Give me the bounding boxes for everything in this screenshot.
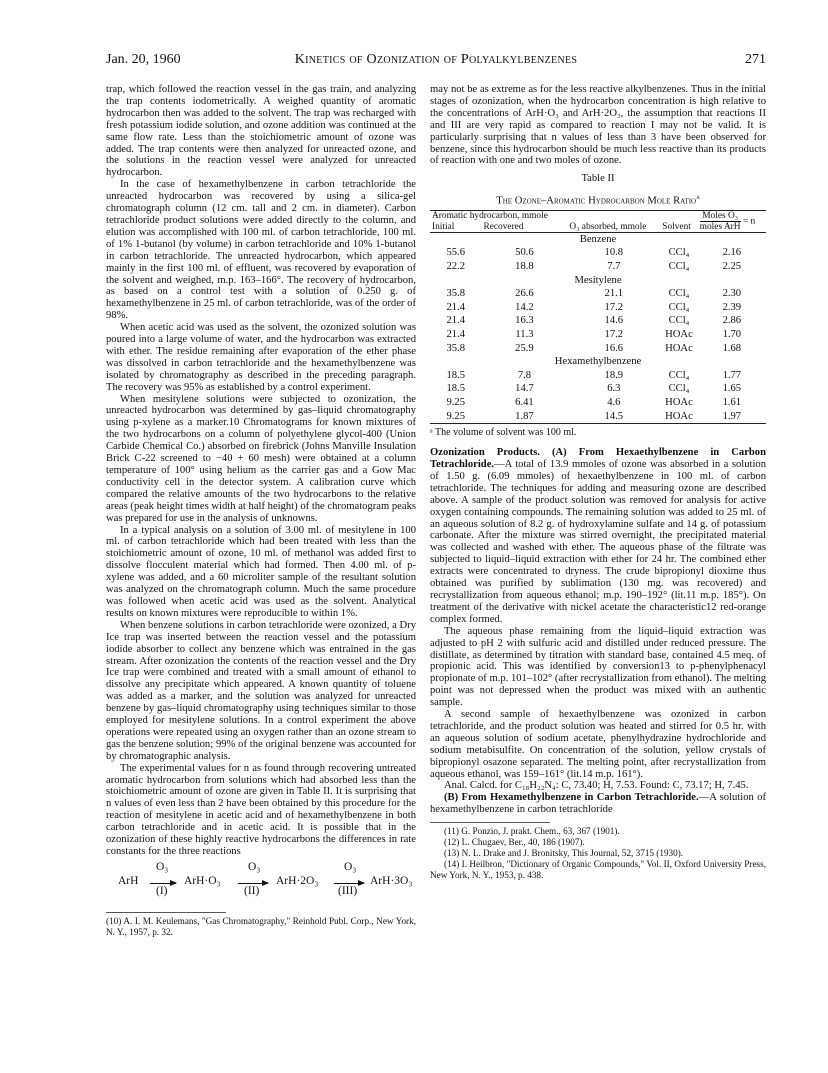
arrow-icon: [334, 883, 364, 884]
table-cell: 21.4: [446, 315, 465, 327]
arrow-icon: [238, 883, 268, 884]
reference-item: (13) N. L. Drake and J. Bronitsky, This Journal, 52, 3715 (1930).: [444, 848, 684, 859]
table-cell: 2.16: [722, 247, 742, 259]
table-row: [430, 369, 766, 383]
table-cell: 9.25: [446, 397, 465, 408]
table-cell: 2.25: [722, 261, 742, 273]
ozone-label: O₃: [344, 860, 357, 873]
table-cell: 16.6: [604, 342, 624, 354]
paragraph: When acetic acid was used as the solvent, the ozonized solution was poured into a large volume of water, and the hydrocarbon was extracted with ether. The residue remaining after evaporation of the ether phase was dissolved in carbon tetrachloride and the hexamethylbenzene was isolated by chromatography as described in the preceding paragraph. The recovery was 95% as established by a control experiment.: [106, 322, 416, 393]
analysis-line: Anal. Calcd. for C₁₈H₂₂N₄: C, 73.40; H, 7.53. Found: C, 73.17; H, 7.45.: [444, 780, 749, 792]
product-2: ArH·2O₃: [276, 874, 319, 887]
table-cell: CCl₄: [668, 247, 690, 259]
paragraph: The aqueous phase remaining from the liquid–liquid extraction was adjusted to pH 2 with sulfuric acid and distilled under reduced pressure. The distillate, as determined by titration with standard base, contained 4.5 meq. of propionic acid. This was identified by conversion13 to p-phenylphenacyl propionate of m.p. 101–102° (after recrystallization from ethanol). The melting point was not depressed when the product was mixed with an authentic sample.: [430, 625, 766, 709]
table-row: [430, 314, 766, 328]
product-3: ArH·3O₃: [370, 874, 413, 887]
table-row: [430, 410, 766, 424]
reference-item: (11) G. Ponzio, J. prakt. Chem., 63, 367 (1901).: [444, 826, 620, 837]
table-label: Table II: [581, 173, 615, 185]
col-recovered: Recovered: [483, 221, 524, 232]
table-cell: 16.3: [515, 315, 534, 327]
table-cell: CCl₄: [668, 288, 690, 300]
table-cell: 1.70: [722, 329, 742, 341]
table-cell: 21.1: [604, 288, 624, 300]
table-cell: 10.8: [604, 247, 624, 259]
table-cell: 1.97: [722, 410, 742, 422]
col-o3-absorbed: O₃ absorbed, mmole: [569, 221, 647, 232]
right-column: [430, 84, 766, 881]
paragraph: In a typical analysis on a solution of 3.00 ml. of mesitylene in 100 ml. of carbon tetrachloride which had been treated with less than the stoichiometric amount of ozone, 10 ml. of methanol was added first to dissolve flocculent material which had formed. Then 4.00 ml. of p-xylene was added, and a 60 microliter sample of the resultant solution was analyzed on the chromatograph column. Much the same procedure was followed when acetic acid was used as the solvent. Analytical results on known mixtures were reproducible to within 1%.: [106, 524, 416, 619]
reaction-label-ii: (II): [244, 884, 260, 897]
table-cell: 1.61: [722, 397, 742, 408]
reference-item: (12) L. Chugaev, Ber., 40, 186 (1907).: [444, 837, 585, 848]
table-cell: CCl₄: [668, 261, 690, 273]
table-row: [430, 396, 766, 410]
table-cell: 7.8: [517, 369, 532, 381]
footnote-rule: [106, 912, 226, 913]
table-cell: 1.77: [722, 369, 742, 381]
ozone-label: O₃: [248, 860, 261, 873]
paragraph: may not be as extreme as for the less reactive alkylbenzenes. Thus in the initial stages of ozonization, when the hydrocarbon concentration is high relative to the concentrations of ArH·O₃ and ArH·2O₃, the assumption that reactions II and III are very rapid as compared to reaction I may not be valid. It is particularly surprising that n values of less than 3 have been observed for benzene, since this hydrocarbon should be much less reactive than its products of reaction with one and two moles of ozone.: [430, 84, 766, 167]
table-cell: 25.9: [515, 342, 534, 354]
footnote-rule: [430, 822, 550, 823]
arrow-icon: [150, 883, 176, 884]
paragraph: When mesitylene solutions were subjected to ozonization, the unreacted hydrocarbon was determined by gas–liquid chromatography using p-xylene as a marker.10 Chromatograms for known mixtures of the two hydrocarbons on a column of polyethylene glycol-400 (Union Carbide Chemical Co.) absorbed on firebrick (Johns Manville Insulation Brick C-22 screened to −40 + 60 mesh) were obtained at a column temperature of 100° using helium as the carrier gas and a Gow Mac conductivity cell in the detector system. A calibration curve which compared the relative amounts of the two hydrocarbons to the relative areas (peak height times width at half height) of the chromatogram peaks was prepared for use in the analysis of unknowns.: [106, 393, 416, 524]
footnote-10: (10) A. I. M. Keulemans, "Gas Chromatography," Reinhold Publ. Corp., New York, N. Y., 1957, p. 32.: [106, 915, 416, 937]
paragraph: A second sample of hexaethylbenzene was ozonized in carbon tetrachloride, and the product solution was heated and stirred for 0.5 hr. with an aqueous solution of sodium acetate, phenylhydrazine hydrochloride and sodium metabisulfite. On concentration of the solution, yellow crystals of bipropionyl osazone separated. The melting point, after recrystallization from aqueous ethanol, was 159–161° (lit.14 m.p. 161°).: [430, 709, 766, 780]
col-ratio: Moles O₃ moles ArH = n: [699, 210, 756, 232]
table-cell: HOAc: [665, 410, 693, 422]
table-group-row: Mesitylene: [574, 274, 622, 286]
table-cell: 18.5: [446, 369, 465, 381]
table-cell: CCl₄: [668, 369, 690, 381]
table-cell: 18.8: [515, 261, 534, 273]
table-cell: 21.4: [446, 301, 465, 313]
table-cell: 2.30: [722, 288, 742, 300]
header-date: Jan. 20, 1960: [106, 52, 181, 67]
table-body: [430, 233, 766, 424]
table-cell: 17.2: [604, 301, 624, 313]
table-cell: HOAc: [665, 397, 693, 408]
table-row: [430, 342, 766, 356]
table-cell: 1.65: [722, 383, 742, 395]
table-cell: 1.87: [515, 410, 534, 422]
table-cell: 35.8: [446, 288, 465, 300]
table-cell: 22.2: [446, 261, 465, 273]
table-cell: CCl₄: [668, 301, 690, 313]
table-row: [430, 246, 766, 260]
table-cell: 14.7: [515, 383, 534, 395]
table-cell: CCl₄: [668, 383, 690, 395]
table-cell: 14.5: [604, 410, 624, 422]
header-title: Kinetics of Ozonization of Polyalkylbenzenes: [294, 52, 578, 67]
ozone-ratio-table: [430, 210, 766, 424]
table-row: [430, 287, 766, 301]
running-header: [106, 52, 766, 72]
table-cell: 6.3: [607, 383, 621, 395]
table-cell: 50.6: [515, 247, 534, 259]
table-cell: 2.39: [722, 301, 742, 313]
table-cell: 11.3: [515, 329, 534, 341]
table-group-row: Hexamethylbenzene: [554, 356, 642, 368]
table-cell: HOAc: [665, 329, 693, 341]
table-footnote: ᵃ The volume of solvent was 100 ml.: [430, 427, 577, 439]
reaction-label-i: (I): [156, 884, 168, 897]
table-cell: 18.9: [604, 369, 624, 381]
table-cell: 14.6: [604, 315, 624, 327]
section-heading-a: Ozonization Products. (A) From Hexaethylbenzene in Carbon Tetrachloride.—A total of 13.9 mmoles of ozone was absorbed in a solution of 1.50 g. (6.09 mmoles) of hexaethylbenzene in 100 ml. of carbon tetrachloride. The techniques for adding and measuring ozone are described above. A sample of the product solution was removed for analysis for active oxygen containing compounds. The remaining solution was added to 25 ml. of an aqueous solution of 8.2 g. of hydroxylamine sulfate and 14 g. of potassium carbonate. After the mixture was stirred overnight, the precipitated material was collected and washed with ether. The aqueous phase of the filtrate was subjected to liquid–liquid extraction with ether for 24 hr. The combined ether extracts were concentrated to dryness. The crude bipropionyl dioxime thus obtained was purified by sublimation (130 mg. was recovered) and recrystallization from aqueous ethanol; m.p. 190–192° (lit.11 m.p. 185°). On treatment of the derivative with nickel acetate the characteristic12 red-orange complex formed.: [430, 447, 766, 625]
table-row: [430, 382, 766, 396]
col-solvent: Solvent: [662, 221, 691, 232]
table-cell: HOAc: [665, 342, 693, 354]
table-cell: 4.6: [607, 397, 621, 408]
section-heading-b: (B) From Hexamethylbenzene in Carbon Tetrachloride.—A solution of hexamethylbenzene in carbon tetrachloride: [430, 792, 767, 816]
table-cell: 14.2: [515, 301, 534, 313]
table-row: [430, 260, 766, 274]
table-cell: 35.8: [446, 342, 465, 354]
table-cell: 17.2: [604, 329, 624, 341]
table-cell: 2.86: [722, 315, 742, 327]
reaction-label-iii: (III): [338, 884, 358, 897]
table-row: [430, 328, 766, 342]
table-cell: 6.41: [515, 397, 534, 408]
table-cell: 7.7: [607, 261, 621, 273]
left-column: [106, 84, 416, 938]
references: [430, 826, 766, 881]
product-1: ArH·O₃: [184, 874, 221, 887]
table-cell: 21.4: [446, 329, 465, 341]
col-group-aromatic: Aromatic hydrocarbon, mmole: [432, 211, 548, 222]
table-title: The Ozone–Aromatic Hydrocarbon Mole Ratio$^a$: [496, 193, 700, 207]
table-cell: 9.25: [446, 410, 465, 422]
col-initial: Initial: [432, 221, 455, 232]
table-row: [430, 301, 766, 315]
table-cell: 26.6: [515, 288, 534, 300]
paragraph: In the case of hexamethylbenzene in carbon tetrachloride the unreacted hydrocarbon was recovered by using a silica-gel chromatograph column (12 cm. tall and 2 cm. in diameter). Carbon tetrachloride product solutions were added directly to the column, and elution was accomplished with 100 ml. of carbon tetrachloride, 100 ml. of 1% 1-butanol (by volume) in carbon tetrachloride and 10% 1-butanol in carbon tetrachloride. The unreacted hydrocarbon, which appeared mainly in the first 100 ml. of effluent, was recovered by evaporation of the solvent and weighed, m.p. 163–166°. The recovery of hydrocarbon, as based on a control test with a solution of 0.250 g. of hexamethylbenzene in 25 ml. of carbon tetrachloride, was of the order of 98%.: [106, 179, 416, 322]
ozone-label: O₃: [156, 860, 169, 873]
reference-item: (14) I. Heilbron, "Dictionary of Organic Compounds," Vol. II, Oxford University Press, New York, N. Y., 1953, p. 438.: [430, 859, 766, 881]
table-cell: 1.68: [722, 342, 742, 354]
table-cell: CCl₄: [668, 315, 690, 327]
paragraph: trap, which followed the reaction vessel in the gas train, and analyzing the trap contents iodometrically. A weighed quantity of aromatic hydrocarbon then was added to the solvent. The trap was recharged with fresh potassium iodide solution, and ozone addition was continued at the same flow rate. Less than the stoichiometric amount of ozone was added. The trap contents were then analyzed for unreacted ozone, and the solutions in the reaction vessel were analyzed for unreacted hydrocarbon.: [106, 84, 416, 179]
reactant-arh: ArH: [118, 874, 139, 887]
reaction-scheme: [106, 862, 416, 906]
table-cell: 55.6: [446, 247, 465, 259]
paragraph: The experimental values for n as found through recovering untreated aromatic hydrocarbon from solutions which had absorbed less than the stoichiometric amount of ozone are given in Table II. It is surprising that n values of even less than 2 have been obtained by this procedure for the reaction of mesitylene in acetic acid and of hexamethylbenzene in both carbon tetrachloride and in acetic acid. It is possible that in the ozonization of these highly reactive hydrocarbons the differences in rate constants for the three reactions: [106, 762, 416, 857]
page-number: 271: [745, 52, 766, 67]
table-cell: 18.5: [446, 383, 465, 395]
paragraph: When benzene solutions in carbon tetrachloride were ozonized, a Dry Ice trap was inserted between the reaction vessel and the potassium iodide absorber to collect any benzene which was entrained in the gas stream. After ozonization the contents of the reaction vessel and the Dry Ice trap were combined and treated with a small amount of ethanol to dissolve any precipitate which appeared. A known quantity of toluene was added as a marker, and the solution was analyzed for unreacted benzene by gas–liquid chromatography using techniques similar to those employed for mesitylene solutions. In a control experiment the above operations were repeated using an oxygen rather than an ozone stream to gas the benzene solution; 99% of the original benzene was accounted for by chromatographic analysis.: [106, 619, 416, 762]
table-group-row: Benzene: [579, 233, 617, 245]
